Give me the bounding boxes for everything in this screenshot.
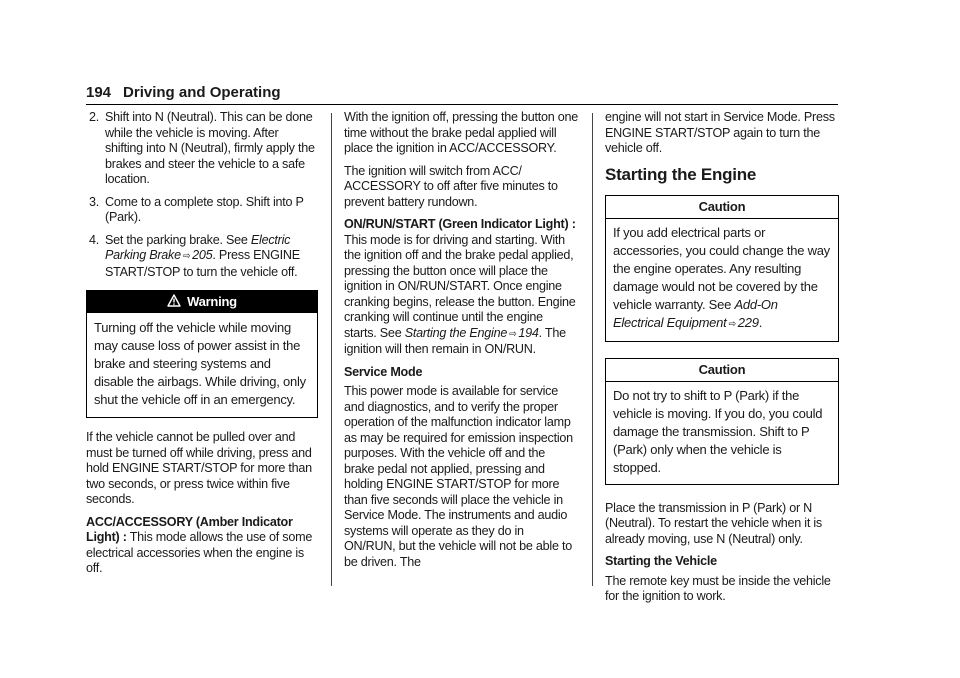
caution-text: Do not try to shift to P (Park) if the vehicle is moving. If you do, you could damage the transmission. Shift to P (Park) only when the vehicle is stopped. <box>613 387 823 475</box>
caution-text: If you add electrical parts or accessories, you could change the way the engine operates. Any resulting damage would not be covered by the vehicle warranty. See Add-On Electrical Equipment ⇨ 229. <box>613 224 830 330</box>
warning-text: Turning off the vehicle while moving may cause loss of power assist in the brake and steering systems and disable the airbags. While driving, only shut the vehicle off in an emergency. <box>94 320 306 407</box>
column-2 <box>344 110 578 577</box>
mode-label: ON/RUN/START (Green Indicator Light) : <box>344 217 576 231</box>
step-list <box>86 110 318 280</box>
paragraph: ACC/ACCESSORY (Amber Indicator Light) : This mode allows the use of some electrical accessories when the engine is off. <box>86 514 313 575</box>
paragraph: ON/RUN/START (Green Indicator Light) : This mode is for driving and starting. With the ignition off and the brake pedal applied, pressing the button once will place the ignition in ON/RUN/START. Once engine cranking begins, release the button. Engine cranking will continue until the engine starts. See Starting the Engine ⇨ 194. The ignition will then remain in ON/RUN. <box>344 217 576 356</box>
page-ref-arrow-icon: ⇨ <box>509 328 517 340</box>
mode-label: ACC/ACCESSORY (Amber Indicator Light) : <box>86 514 293 544</box>
column-divider-2 <box>592 113 593 586</box>
paragraph: This power mode is available for service and diagnostics, and to verify the proper operation of the malfunction indicator lamp as may be required for emission inspection purposes. With the vehicle off and the brake pedal not applied, pressing and holding ENGINE START/STOP for more than five seconds will place the vehicle in Service Mode. The instruments and audio systems will operate as they do in ON/RUN, but the vehicle will not be able to be driven. The <box>344 384 573 569</box>
cross-reference-link[interactable]: Starting the Engine <box>404 325 508 340</box>
column-divider-1 <box>331 113 332 586</box>
warning-triangle-icon <box>167 291 181 313</box>
warning-title: Warning <box>187 294 237 309</box>
column-1 <box>86 110 318 584</box>
paragraph: Place the transmission in P (Park) or N (Neutral). To restart the vehicle when it is already moving, use N (Neutral) only. <box>605 500 822 546</box>
caution-box <box>605 195 839 342</box>
caution-header: Caution <box>606 359 838 382</box>
page-number: 194 <box>86 84 112 101</box>
section-heading: Starting the Engine <box>605 164 757 184</box>
page-ref-arrow-icon: ⇨ <box>182 251 191 262</box>
warning-header <box>87 291 317 313</box>
paragraph: The ignition will switch from ACC/ ACCESSORY to off after five minutes to prevent battery rundown. <box>344 163 558 209</box>
step-item: 2. Shift into N (Neutral). This can be done while the vehicle is moving. After shifting into N (Neutral), firmly apply the brakes and steer the vehicle to a safe location. <box>89 110 315 186</box>
cross-reference-link[interactable]: Add-On Electrical Equipment <box>613 296 778 330</box>
paragraph: If the vehicle cannot be pulled over and must be turned off while driving, press and hold ENGINE START/STOP for more than two seconds, or press twice within five seconds. <box>86 430 312 506</box>
caution-header: Caution <box>606 196 838 219</box>
subheading: Starting the Vehicle <box>605 554 717 568</box>
cross-reference-link[interactable]: Electric Parking Brake <box>105 232 291 262</box>
column-3 <box>605 110 839 612</box>
page-reference[interactable]: 205 <box>192 248 213 262</box>
header-rule <box>86 104 838 105</box>
step-item: 4. Set the parking brake. See Electric Parking Brake ⇨ 205. Press ENGINE START/STOP to turn the vehicle off. <box>89 232 300 279</box>
section-title: Driving and Operating <box>123 84 281 101</box>
page-header <box>86 84 281 104</box>
page-reference[interactable]: 194 <box>518 325 539 340</box>
step-item: 3. Come to a complete stop. Shift into P (Park). <box>89 194 304 224</box>
paragraph: The remote key must be inside the vehicle for the ignition to work. <box>605 573 831 603</box>
page-ref-arrow-icon: ⇨ <box>728 318 736 330</box>
page-reference[interactable]: 229 <box>737 314 759 330</box>
paragraph: With the ignition off, pressing the button one time without the brake pedal applied will place the ignition in ACC/ACCESSORY. <box>344 110 579 155</box>
caution-box <box>605 358 839 485</box>
paragraph: engine will not start in Service Mode. Press ENGINE START/STOP again to turn the vehicle off. <box>605 110 835 155</box>
subheading: Service Mode <box>344 364 423 379</box>
warning-box <box>86 290 318 418</box>
